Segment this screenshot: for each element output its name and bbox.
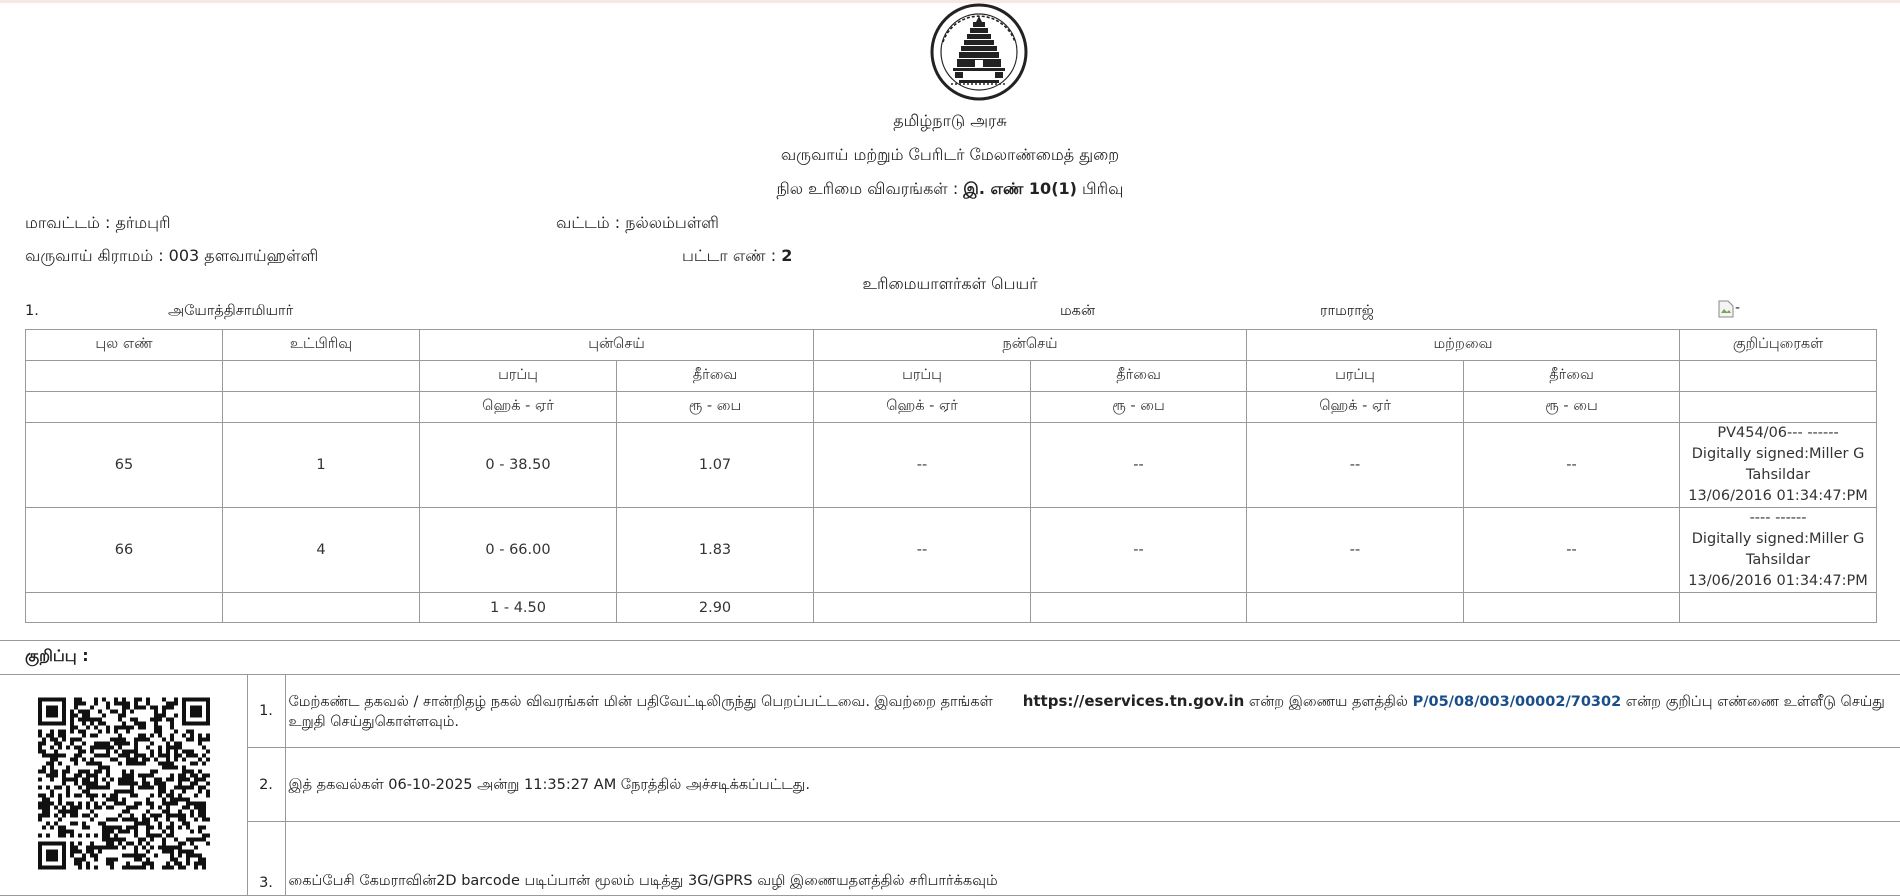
broken-image-icon	[1718, 300, 1744, 320]
unit-other-area: ஹெக் - ஏர்	[1247, 392, 1464, 423]
government-title: தமிழ்நாடு அரசு	[893, 111, 1007, 130]
remark-designation: Tahsildar	[1745, 467, 1811, 483]
document-title	[0, 179, 1900, 200]
unit-wet-area: ஹெக் - ஏர்	[814, 392, 1031, 423]
total-dry-area: 1 - 4.50	[420, 593, 617, 623]
cell-wet-area: --	[814, 423, 1031, 508]
remark-line: ---- ------	[1749, 510, 1807, 526]
cell-survey-no: 66	[26, 508, 223, 593]
patta-number	[682, 246, 792, 267]
note-text: கைப்பேசி கேமராவின்2D barcode படிப்பான் மூலம் படித்து 3G/GPRS வழி இணையதளத்தில் சரிபார்க்கவும்	[285, 822, 1900, 896]
note-text-c: என்ற குறிப்பு எண்ணை உள்ளீடு செய்து உறுதி செய்துகொள்ளவும்.	[288, 693, 1885, 730]
doc-title-suffix: பிரிவு	[1076, 179, 1124, 198]
village-value: 003 தளவாய்ஹள்ளி	[168, 246, 319, 265]
cell-wet-tax: --	[1031, 508, 1247, 593]
remark-timestamp: 13/06/2016 01:34:47:PM	[1688, 488, 1868, 504]
cell-survey-no: 65	[26, 423, 223, 508]
table-row	[26, 508, 1877, 593]
owners-title: உரிமையாளர்கள் பெயர்	[862, 274, 1038, 293]
header-wet-area: பரப்பு	[814, 361, 1031, 392]
taluk-label: வட்டம் :	[556, 213, 626, 232]
remark-signature: Digitally signed:Miller G	[1691, 531, 1865, 547]
cell-dry-area: 0 - 38.50	[420, 423, 617, 508]
cell-other-area: --	[1247, 508, 1464, 593]
taluk-value: நல்லம்பள்ளி	[625, 213, 719, 232]
cell-wet-area: --	[814, 508, 1031, 593]
header-remarks: குறிப்புரைகள்	[1680, 330, 1877, 361]
cell-wet-tax: --	[1031, 423, 1247, 508]
remark-line: PV454/06--- ------	[1717, 425, 1839, 441]
cell-subdivision: 4	[223, 508, 420, 593]
empty-cell	[1247, 593, 1464, 623]
header-dry: புன்செய்	[420, 330, 814, 361]
owner-image-alt: -	[1735, 300, 1741, 316]
header-other-area: பரப்பு	[1247, 361, 1464, 392]
note-text	[285, 675, 1900, 748]
empty-cell	[223, 361, 420, 392]
empty-cell	[1680, 392, 1877, 423]
cell-remarks	[1680, 508, 1877, 593]
cell-subdivision: 1	[223, 423, 420, 508]
owner-name: அயோத்திசாமியார்	[168, 303, 294, 319]
department-name: வருவாய் மற்றும் பேரிடர் மேலாண்மைத் துறை	[780, 145, 1120, 164]
note-number: 3.	[247, 822, 285, 896]
village-label: வருவாய் கிராமம் :	[25, 246, 169, 265]
header-dry-area: பரப்பு	[420, 361, 617, 392]
eservices-link[interactable]: https://eservices.tn.gov.in	[1022, 691, 1245, 710]
unit-dry-tax: ரூ - பை	[617, 392, 814, 423]
note-item	[0, 748, 1900, 822]
header-subdivision: உட்பிரிவு	[223, 330, 420, 361]
note-item	[0, 822, 1900, 896]
header-others: மற்றவை	[1247, 330, 1680, 361]
unit-wet-tax: ரூ - பை	[1031, 392, 1247, 423]
table-units-row	[26, 392, 1877, 423]
cell-dry-tax: 1.83	[617, 508, 814, 593]
patta-value: 2	[781, 246, 793, 265]
land-details-table	[25, 329, 1877, 623]
note-text-b: என்ற இணைய தளத்தில்	[1244, 693, 1413, 710]
empty-cell	[1031, 593, 1247, 623]
unit-dry-area: ஹெக் - ஏர்	[420, 392, 617, 423]
header-other-tax: தீர்வை	[1464, 361, 1680, 392]
empty-cell	[26, 361, 223, 392]
empty-cell	[1680, 361, 1877, 392]
empty-cell	[223, 392, 420, 423]
header-survey-no: புல எண்	[26, 330, 223, 361]
doc-title-bold: இ. எண் 10(1)	[963, 179, 1077, 198]
note-number: 1.	[247, 675, 285, 748]
district	[25, 213, 171, 234]
remark-designation: Tahsildar	[1745, 552, 1811, 568]
owner-relative: ராமராஜ்	[1320, 303, 1374, 319]
doc-title-prefix: நில உரிமை விவரங்கள் :	[776, 179, 964, 198]
empty-cell	[1680, 593, 1877, 623]
remark-timestamp: 13/06/2016 01:34:47:PM	[1688, 573, 1868, 589]
owner-index: 1.	[25, 303, 39, 319]
total-dry-tax: 2.90	[617, 593, 814, 623]
taluk	[556, 213, 719, 234]
note-number: 2.	[247, 748, 285, 822]
empty-cell	[223, 593, 420, 623]
notes-table	[0, 674, 1900, 896]
unit-other-tax: ரூ - பை	[1464, 392, 1680, 423]
cell-remarks	[1680, 423, 1877, 508]
department-title	[0, 145, 1900, 166]
remark-signature: Digitally signed:Miller G	[1691, 446, 1865, 462]
district-value: தர்மபுரி	[115, 213, 171, 232]
header-wet: நன்செய்	[814, 330, 1247, 361]
note-text-a: மேற்கண்ட தகவல் / சான்றிதழ் நகல் விவரங்கள் மின் பதிவேட்டிலிருந்து பெறப்பட்டவை. இவற்றை தாங்கள்	[288, 693, 993, 710]
note-item	[0, 675, 1900, 748]
revenue-village	[25, 246, 318, 267]
cell-other-tax: --	[1464, 508, 1680, 593]
empty-cell	[26, 593, 223, 623]
district-label: மாவட்டம் :	[25, 213, 116, 232]
notes-title: குறிப்பு :	[25, 646, 89, 665]
empty-cell	[1464, 593, 1680, 623]
header-wet-tax: தீர்வை	[1031, 361, 1247, 392]
patta-label: பட்டா எண் :	[682, 246, 782, 265]
cell-dry-area: 0 - 66.00	[420, 508, 617, 593]
empty-cell	[814, 593, 1031, 623]
empty-cell	[26, 392, 223, 423]
cell-other-area: --	[1247, 423, 1464, 508]
qr-code-icon	[38, 697, 210, 874]
owner-relation: மகன்	[1060, 303, 1096, 319]
table-header-row	[26, 330, 1877, 361]
cell-dry-tax: 1.07	[617, 423, 814, 508]
table-total-row	[26, 593, 1877, 623]
note-text: இத் தகவல்கள் 06-10-2025 அன்று 11:35:27 AM நேரத்தில் அச்சடிக்கப்பட்டது.	[285, 748, 1900, 822]
reference-number: P/05/08/003/00002/70302	[1412, 693, 1622, 710]
cell-other-tax: --	[1464, 423, 1680, 508]
header-dry-tax: தீர்வை	[617, 361, 814, 392]
tamilnadu-emblem-icon	[929, 2, 1029, 102]
table-subheader-row	[26, 361, 1877, 392]
table-row	[26, 423, 1877, 508]
